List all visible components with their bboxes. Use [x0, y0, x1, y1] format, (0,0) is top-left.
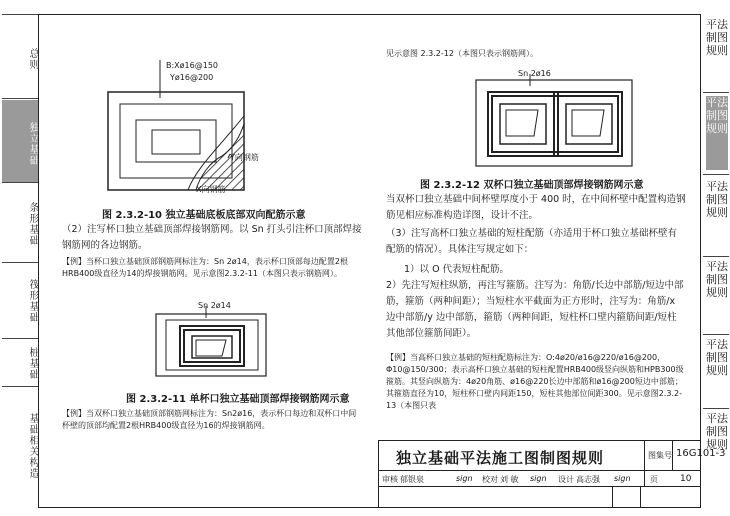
tab-separator: [2, 14, 38, 15]
paragraph: 2）先注写短柱纵筋，再注写箍筋。注写为：角筋/长边中部筋/短边中部筋，箍筋（两种间距）；当短柱水平截面为正方形时，注写为：角筋/x 边中部筋/y 边中部筋，箍筋（两种间距，短柱杯口壁内箍筋间距/短柱其他部位箍筋间距）。: [386, 280, 684, 339]
tab-separator: [2, 338, 38, 339]
left-tab-isolated-foundation[interactable]: [2, 100, 38, 182]
left-tab-label: 桩基础: [27, 346, 38, 380]
tab-separator: [2, 262, 38, 263]
example-text: 【例】当高杯口独立基础的短柱配筋标注为：O:4ø20/ø16@220/ø16@200，Φ10@150/300；表示高杯口独立基础的短柱配置HRB400级竖向纵筋和HPB300级箍筋。其竖向纵筋为：4ø20角筋、ø16@220长边中部筋和ø16@200短边中部筋；其箍筋直径为10，短柱杯口壁内间距150，短柱其他部位间距300。见示意图2.3.2-13（本图只表: [386, 353, 684, 410]
right-tab-label: 平法制图规则: [706, 338, 728, 377]
right-tab-1[interactable]: [706, 18, 728, 90]
label-y-direction-rebar: Y向钢筋: [230, 153, 259, 162]
figure-caption: 图 2.3.2-11 单杯口独立基础顶部焊接钢筋网示意: [126, 394, 350, 405]
checker: 刘 敏: [500, 475, 519, 484]
right-tab-3[interactable]: [706, 180, 728, 252]
example-text: 【例】当杯口独立基础顶部钢筋网标注为：Sn 2ø14，表示杯口顶部每边配置2根HRB400级直径为14的焊接钢筋网。见示意图2.3.2-11（本图只表示钢筋网）。: [62, 257, 348, 278]
left-tab-pile-foundation[interactable]: [2, 344, 38, 382]
check-label: 校对: [482, 475, 498, 484]
page-number: 10: [680, 474, 692, 484]
title-block-line: [644, 440, 645, 486]
title-block-line: [672, 440, 673, 470]
left-tab-label: 独立基础: [27, 122, 38, 166]
label-sn-214: Sn 2ø14: [198, 301, 231, 310]
right-tab-4[interactable]: [706, 260, 728, 332]
tab-separator: [2, 386, 38, 387]
designer-signature: sign: [614, 474, 631, 483]
left-tab-label: 筏形基础: [27, 279, 38, 323]
checker-signature: sign: [530, 474, 547, 483]
left-border: [38, 14, 39, 508]
reviewer: 郁银泉: [400, 475, 424, 484]
reviewer-signature: sign: [456, 474, 473, 483]
tab-separator: [703, 174, 729, 175]
title-block-line: [378, 486, 701, 487]
right-tab-5[interactable]: [706, 338, 728, 404]
example-text: 【例】当双杯口独立基础顶部钢筋网标注为：Sn2ø16，表示杯口每边和双杯口中间杯壁的顶部均配置2根HRB400级直径为16的焊接钢筋网。: [62, 409, 357, 430]
design-label: 设计: [558, 475, 574, 484]
tab-separator: [703, 408, 729, 409]
title-block-line: [612, 486, 613, 508]
label-y-rebar: Yø16@200: [170, 73, 214, 82]
atlas-number: 16G101-3: [676, 448, 726, 459]
right-tab-2[interactable]: [706, 96, 728, 170]
title-block-line: [378, 440, 379, 508]
designer: 高志强: [576, 475, 600, 484]
title-block-line: [378, 440, 701, 441]
paragraph: 当双杯口独立基础中间杯壁厚度小于 400 时，在中间杯壁中配置构造钢筋见相应标准构造详图，设计不注。: [386, 194, 686, 221]
right-tab-label: 平法制图规则: [706, 412, 728, 451]
paragraph: 1）以 O 代表短柱配筋。: [404, 264, 510, 275]
page-label: 页: [650, 475, 658, 484]
left-tab-strip-foundation[interactable]: [2, 190, 38, 258]
right-tab-label: 平法制图规则: [706, 96, 728, 135]
figure-caption: 图 2.3.2-12 双杯口独立基础顶部焊接钢筋网示意: [420, 180, 644, 191]
tab-separator: [703, 334, 729, 335]
drawing-title: 独立基础平法施工图制图规则: [396, 449, 605, 467]
right-tab-label: 平法制图规则: [706, 260, 728, 299]
right-tab-label: 平法制图规则: [706, 18, 728, 57]
label-b-rebar: B:Xø16@150: [166, 61, 219, 70]
atlas-label: 图集号: [648, 451, 672, 460]
tab-separator: [2, 98, 38, 99]
tab-separator: [703, 256, 729, 257]
left-tab-label: 条形基础: [27, 202, 38, 246]
figure-caption: 图 2.3.2-10 独立基础底板底部双向配筋示意: [102, 210, 306, 221]
tab-separator: [703, 92, 729, 93]
paragraph: （3）注写高杯口独立基础的短柱配筋（亦适用于杯口独立基础杯壁有配筋的情况）。具体注写规定如下：: [386, 228, 678, 255]
left-tab-general[interactable]: [2, 24, 38, 94]
tab-separator: [2, 182, 38, 183]
figure-2-3-2-12: [474, 74, 638, 170]
left-tab-label: 总则: [27, 48, 38, 70]
left-tab-related-structures[interactable]: [2, 390, 38, 502]
title-block-line: [640, 486, 641, 508]
label-x-direction-rebar: X向钢筋: [196, 185, 226, 194]
figure-2-3-2-11: [154, 306, 274, 380]
review-label: 审核: [382, 475, 398, 484]
left-tab-raft-foundation[interactable]: [2, 268, 38, 334]
left-tab-label: 基础相关构造: [27, 413, 38, 479]
title-block-line: [378, 470, 701, 471]
see-figure-text: 见示意图 2.3.2-12（本图只表示钢筋网）。: [386, 49, 538, 58]
right-tab-label: 平法制图规则: [706, 180, 728, 219]
paragraph: （2）注写杯口独立基础顶部焊接钢筋网。以 Sn 打头引注杯口顶部焊接钢筋网的各边钢筋。: [62, 224, 362, 251]
label-sn-216: Sn 2ø16: [518, 69, 551, 78]
